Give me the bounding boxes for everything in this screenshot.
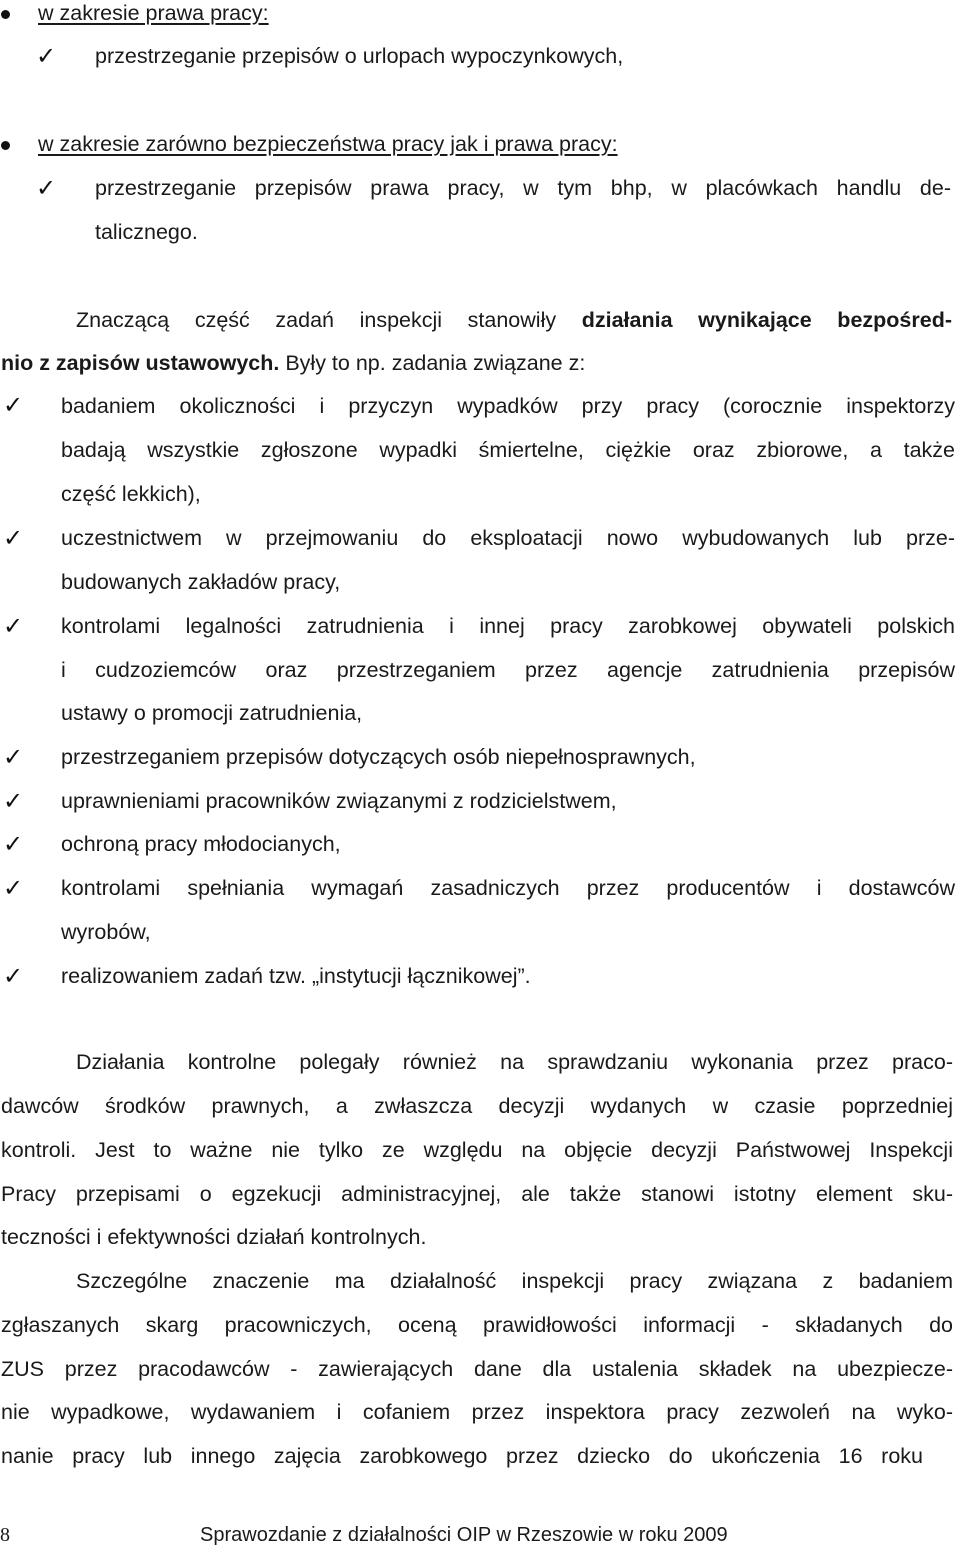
checkmark-icon: ✓	[3, 874, 24, 902]
checkmark-icon: ✓	[3, 743, 24, 771]
list-item-line: badają wszystkie zgłoszone wypadki śmiertelne, ciężkie oraz zbiorowe, a także	[61, 438, 955, 462]
paragraph-line: teczności i efektywności działań kontrolnych.	[1, 1225, 427, 1249]
paragraph-line: nanie pracy lub innego zajęcia zarobkowego przez dziecko do ukończenia 16 roku	[1, 1444, 923, 1468]
footer-title: Sprawozdanie z działalności OIP w Rzeszowie w roku 2009	[200, 1524, 728, 1546]
paragraph-line: kontroli. Jest to ważne nie tylko ze względu na objęcie decyzji Państwowej Inspekcji	[1, 1138, 953, 1162]
paragraph-line	[76, 310, 952, 332]
list-item-line: realizowaniem zadań tzw. „instytucji łącznikowej”.	[61, 964, 531, 988]
checkmark-icon: ✓	[3, 612, 24, 640]
list-item-line: i cudzoziemców oraz przestrzeganiem przez agencje zatrudnienia przepisów	[61, 658, 955, 682]
section-heading: w zakresie zarówno bezpieczeństwa pracy jak i prawa pracy:	[38, 132, 618, 156]
checkmark-icon: ✓	[3, 830, 24, 858]
checkmark-icon: ✓	[3, 391, 24, 419]
list-item-line: ustawy o promocji zatrudnienia,	[61, 701, 363, 725]
page-number: 8	[0, 1524, 10, 1546]
paragraph-line: Działania kontrolne polegały również na sprawdzaniu wykonania przez praco-	[76, 1050, 953, 1074]
text-normal: Znaczącą część zadań inspekcji stanowiły	[76, 308, 582, 332]
section-heading: w zakresie prawa pracy:	[38, 1, 269, 25]
list-item: przestrzeganie przepisów o urlopach wypoczynkowych,	[95, 44, 624, 68]
checkmark-icon: ✓	[3, 962, 24, 990]
text-bold: nio z zapisów ustawowych.	[1, 351, 280, 375]
list-item-line: ochroną pracy młodocianych,	[61, 832, 341, 856]
list-item-line: badaniem okoliczności i przyczyn wypadków przy pracy (corocznie inspektorzy	[61, 394, 955, 418]
paragraph-line: nie wypadkowe, wydawaniem i cofaniem przez inspektora pracy zezwoleń na wyko-	[1, 1400, 953, 1424]
bullet-dot-icon	[1, 10, 10, 19]
list-item-line: uprawnieniami pracowników związanymi z rodzicielstwem,	[61, 789, 617, 813]
list-item-line: kontrolami legalności zatrudnienia i innej pracy zarobkowej obywateli polskich	[61, 614, 955, 638]
checkmark-icon: ✓	[3, 787, 24, 815]
text-bold: działania wynikające bezpośred-	[581, 308, 952, 332]
checkmark-icon: ✓	[36, 42, 57, 70]
text-normal: Były to np. zadania związane z:	[279, 351, 586, 375]
list-item-line: wyrobów,	[61, 920, 151, 944]
paragraph-line: Pracy przepisami o egzekucji administracyjnej, ale także stanowi istotny element sku-	[1, 1182, 953, 1206]
list-item-line: część lekkich),	[61, 482, 201, 506]
checkmark-icon: ✓	[3, 524, 24, 552]
paragraph-line: ZUS przez pracodawców - zawierających dane dla ustalenia składek na ubezpiecze-	[1, 1357, 953, 1381]
list-item-line: przestrzeganiem przepisów dotyczących osób niepełnosprawnych,	[61, 745, 696, 769]
list-item-line: uczestnictwem w przejmowaniu do eksploatacji nowo wybudowanych lub prze-	[61, 526, 955, 550]
checkmark-icon: ✓	[36, 174, 57, 202]
paragraph-line	[1, 353, 585, 375]
paragraph-line: Szczególne znaczenie ma działalność inspekcji pracy związana z badaniem	[76, 1269, 953, 1293]
list-item-line: kontrolami spełniania wymagań zasadniczych przez producentów i dostawców	[61, 876, 955, 900]
list-item-line: przestrzeganie przepisów prawa pracy, w tym bhp, w placówkach handlu de-	[95, 176, 951, 200]
bullet-dot-icon	[1, 141, 10, 150]
paragraph-line: zgłaszanych skarg pracowniczych, oceną prawidłowości informacji - składanych do	[1, 1313, 953, 1337]
list-item-line: budowanych zakładów pracy,	[61, 570, 341, 594]
paragraph-line: dawców środków prawnych, a zwłaszcza decyzji wydanych w czasie poprzedniej	[1, 1094, 953, 1118]
list-item-line: talicznego.	[95, 220, 198, 244]
